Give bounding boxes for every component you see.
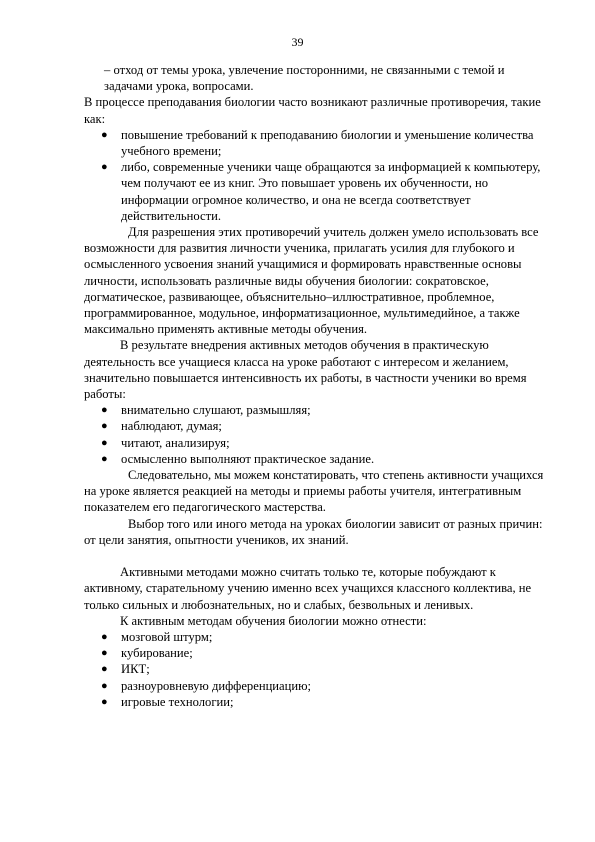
list-item-text: ИКТ; — [121, 662, 150, 677]
list-item-text: разноуровневую дифференциацию; — [121, 678, 312, 693]
list-item-text: мозговой штурм; — [121, 629, 213, 644]
active-methods-paragraph: Активными методами можно считать только те, которые побуждают к активному, старательному учению именно всех учащихся классного коллектива, не только сильных и любознательных, но и слабых, безвольных и ленивых. — [84, 565, 532, 612]
list-item — [84, 418, 556, 434]
list-item — [84, 435, 556, 451]
list-item-text: внимательно слушают, размышляя; — [121, 403, 311, 418]
work-items-list — [84, 402, 556, 467]
list-item — [84, 451, 556, 467]
conclusion-paragraph: Следовательно, мы можем констатировать, что степень активности учащихся на уроке является реакцией на методы и приемы работы учителя, интегративным показателем его педагогического мастерства. — [84, 468, 544, 515]
bullet-icon: ● — [101, 420, 108, 433]
list-item — [84, 159, 556, 224]
list-item-text: наблюдают, думая; — [121, 419, 222, 434]
bullet-icon: ● — [101, 452, 108, 465]
page-number: 39 — [291, 35, 304, 49]
list-item — [84, 694, 556, 710]
list-item-text: либо, современные ученики чаще обращаются за информацией к компьютеру, чем получают ее из книг. Это повышает уровень их обученности, но информации огромное количество, и она не всегда соответствует действительности. — [121, 160, 541, 223]
list-item — [84, 629, 556, 645]
list-item-text: игровые технологии; — [121, 694, 234, 709]
choice-paragraph: Выбор того или иного метода на уроках биологии зависит от разных причин: от цели занятия, опытности учеников, их знаний. — [84, 516, 543, 547]
bullet-icon: ● — [101, 404, 108, 417]
list-item-text: читают, анализируя; — [121, 435, 230, 450]
bullet-icon: ● — [101, 679, 108, 692]
list-item — [84, 127, 556, 159]
result-paragraph: В результате внедрения активных методов обучения в практическую деятельность все учащиеся класса на уроке работают с интересом и желанием, значительно повышается интенсивность их работы, в частности ученики во время работы: — [84, 338, 527, 402]
bullet-icon: ● — [101, 663, 108, 676]
blank-line — [84, 548, 556, 564]
list-item-text: кубирование; — [121, 646, 193, 661]
bullet-icon: ● — [101, 436, 108, 449]
bullet-icon: ● — [101, 647, 108, 660]
dash-item-paragraph: – отход от темы урока, увлечение посторонними, не связанными с темой и задачами урока, вопросами. — [104, 63, 505, 94]
list-item-text: осмысленно выполняют практическое задание. — [121, 451, 375, 466]
active-list-intro-paragraph: К активным методам обучения биологии можно отнести: — [120, 613, 427, 628]
intro-contradictions-paragraph: В процессе преподавания биологии часто возникают различные противоречия, такие как: — [84, 95, 541, 126]
bullet-icon: ● — [101, 630, 108, 643]
list-item — [84, 678, 556, 694]
bullet-icon: ● — [101, 695, 108, 708]
page-content — [84, 62, 556, 710]
resolve-paragraph: Для разрешения этих противоречий учитель должен умело использовать все возможности для развития личности ученика, прилагать усилия для глубокого и осмысленного усвоения знаний учащимися и формировать нравственные основы личности, использовать различные виды обучения биологии: сократовское, догматическое, развивающее, объяснительно–иллюстративное, проблемное, программированное, модульное, информатизационное, мультимедийное, а также максимально применять активные методы обучения. — [84, 225, 539, 337]
list-item-text: повышение требований к преподаванию биологии и уменьшение количества учебного времени; — [121, 127, 534, 159]
list-item — [84, 661, 556, 677]
bullet-icon: ● — [101, 128, 108, 141]
list-item — [84, 645, 556, 661]
active-methods-list — [84, 629, 556, 710]
contradictions-list — [84, 127, 556, 224]
bullet-icon: ● — [101, 161, 108, 174]
list-item — [84, 402, 556, 418]
